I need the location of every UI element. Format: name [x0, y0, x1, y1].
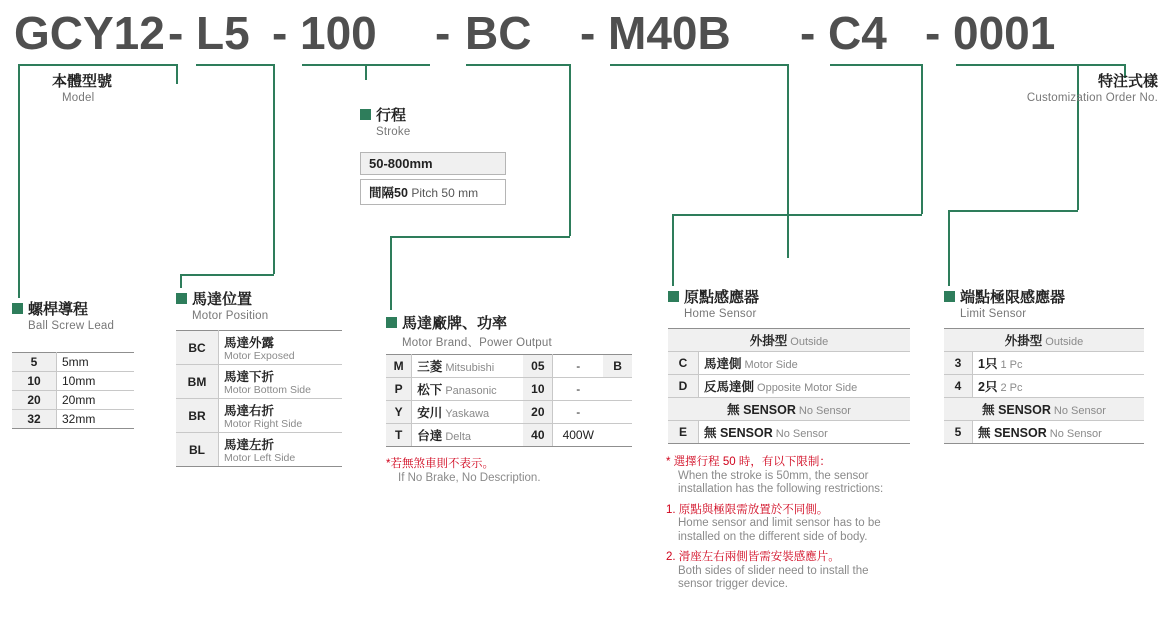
motor-position-cn: 馬達下折	[224, 370, 275, 384]
motor-position-code: BC	[176, 331, 219, 365]
home-sensor-code: D	[668, 375, 699, 398]
sensor-note-item1-en-2: installed on the different side of body.	[678, 530, 868, 543]
motor-position-en: Motor Left Side	[224, 452, 296, 464]
lead-code: 5	[12, 353, 57, 372]
pn-segment-model: GCY12	[14, 7, 165, 59]
motor-position-code: BR	[176, 399, 219, 433]
square-marker-icon	[12, 303, 23, 314]
lead-table	[12, 352, 134, 429]
callout-stroke	[360, 104, 410, 138]
lead-value: 10mm	[57, 372, 135, 391]
leader-ls-tip	[948, 210, 950, 286]
motor-brand-cn: 三菱	[417, 360, 443, 374]
limit-sensor-table	[944, 328, 1144, 444]
motor-position-en: Motor Exposed	[224, 350, 295, 362]
pn-segment-motor-brand: M40B	[608, 7, 731, 59]
home-sensor-cn: 無 SENSOR	[704, 426, 773, 440]
pn-segment-home-sensor: C4	[828, 7, 887, 59]
power-code: 10	[523, 378, 553, 401]
power-value: -	[553, 401, 603, 424]
motor-brand-note-cn: *若無煞車則不表示。	[386, 458, 494, 470]
home-sensor-en: Motor Side	[744, 359, 798, 371]
limit-sensor-header	[944, 329, 1144, 352]
spacer	[666, 497, 883, 504]
leader-hs-tip	[672, 214, 674, 286]
callout-limit-sensor	[944, 286, 1065, 320]
motor-brand-note-en: If No Brake, No Description.	[398, 471, 541, 484]
motor-position-cn: 馬達外露	[224, 336, 275, 350]
motor-brand-name	[412, 424, 524, 447]
table-row	[12, 372, 134, 391]
callout-motor-position-en: Motor Position	[192, 310, 269, 322]
table-row	[386, 355, 632, 378]
sensor-note-item1-en-1: Home sensor and limit sensor has to be	[678, 517, 881, 529]
leader-mp-over	[390, 236, 570, 238]
callout-motor-brand-cn: 馬達廠牌、功率	[402, 315, 508, 332]
lead-code: 10	[12, 372, 57, 391]
callout-custom-en: Customization Order No.	[1026, 92, 1158, 104]
callout-motor-position	[176, 288, 268, 322]
home-sensor-en: Opposite Motor Side	[757, 382, 858, 394]
callout-custom-cn: 特注式樣	[1097, 73, 1158, 90]
stroke-pitch-cn: 間隔50	[369, 186, 408, 200]
leader-mb-top	[610, 64, 788, 66]
home-sensor-nosensor-cn: 無 SENSOR	[727, 403, 796, 417]
motor-brand-cn: 台達	[417, 429, 443, 443]
limit-sensor-header-en: Outside	[1045, 336, 1084, 348]
table-row	[176, 365, 342, 399]
lead-value: 32mm	[57, 410, 135, 429]
home-sensor-cn: 反馬達側	[704, 380, 755, 394]
motor-position-value	[219, 365, 343, 399]
home-sensor-en: No Sensor	[775, 428, 828, 440]
home-sensor-value	[699, 421, 911, 444]
pn-dash-4: -	[580, 7, 596, 59]
brake-code	[603, 378, 632, 401]
leader-hs-down	[921, 64, 923, 214]
pn-segment-stroke: 100	[300, 7, 377, 59]
home-sensor-nosensor-en: No Sensor	[798, 405, 851, 417]
pn-dash-5: -	[800, 7, 816, 59]
motor-brand-table	[386, 354, 632, 447]
motor-brand-cn: 松下	[417, 383, 443, 397]
motor-position-en: Motor Bottom Side	[224, 384, 311, 396]
brake-code	[603, 424, 632, 447]
part-number-row	[0, 6, 1158, 66]
pn-dash-1: -	[168, 7, 184, 59]
callout-home-sensor-en: Home Sensor	[684, 308, 757, 320]
motor-brand-en: Mitsubishi	[445, 362, 495, 374]
limit-sensor-nosensor-cn: 無 SENSOR	[982, 403, 1051, 417]
limit-sensor-header-cn: 外掛型	[1004, 334, 1043, 348]
limit-sensor-nosensor-en: No Sensor	[1053, 405, 1106, 417]
leader-hs-top	[830, 64, 922, 66]
callout-lead-en: Ball Screw Lead	[28, 320, 115, 332]
motor-brand-code: T	[386, 424, 412, 447]
home-sensor-header	[668, 329, 910, 352]
limit-sensor-value	[973, 421, 1145, 444]
callout-motor-brand-en: Motor Brand、Power Output	[402, 337, 552, 349]
leader-model-down-left	[18, 64, 20, 146]
motor-brand-cn: 安川	[417, 406, 443, 420]
leader-model-top	[18, 64, 178, 66]
motor-position-table	[176, 330, 342, 467]
table-row	[668, 375, 910, 398]
leader-mp-tip	[390, 236, 392, 310]
brake-code: B	[603, 355, 632, 378]
limit-sensor-value	[973, 375, 1145, 398]
motor-brand-en: Yaskawa	[445, 408, 490, 420]
home-sensor-nosensor-header	[668, 398, 910, 421]
callout-lead-cn: 螺桿導程	[28, 301, 89, 318]
pn-segment-limit-sensor: 0001	[953, 7, 1056, 59]
callout-lead	[12, 298, 114, 332]
leader-lead-top	[196, 64, 274, 66]
power-value: -	[553, 378, 603, 401]
home-sensor-header-en: Outside	[790, 336, 829, 348]
home-sensor-value	[699, 352, 911, 375]
table-row	[944, 352, 1144, 375]
table-row	[176, 331, 342, 365]
lead-code: 20	[12, 391, 57, 410]
motor-brand-code: M	[386, 355, 412, 378]
table-row	[668, 421, 910, 444]
power-code: 40	[523, 424, 553, 447]
sensor-note-item1-cn: 1. 原點與極限需放置於不同側。	[666, 503, 829, 516]
motor-position-en: Motor Right Side	[224, 418, 303, 430]
table-row	[668, 329, 910, 352]
home-sensor-code: C	[668, 352, 699, 375]
motor-brand-name	[412, 401, 524, 424]
pn-segment-motor-position: BC	[465, 7, 532, 59]
stroke-pitch	[360, 179, 506, 205]
callout-stroke-cn: 行程	[376, 107, 407, 124]
callout-home-sensor	[668, 286, 759, 320]
square-marker-icon	[360, 109, 371, 120]
leader-ls-over	[948, 210, 1078, 212]
limit-sensor-cn: 2只	[978, 380, 998, 394]
limit-sensor-en: 1 Pc	[1000, 359, 1023, 371]
leader-model-down-right	[176, 64, 178, 84]
limit-sensor-nosensor-header	[944, 398, 1144, 421]
sensor-note-title-en-2: installation has the following restrictions:	[678, 483, 884, 495]
table-row	[944, 375, 1144, 398]
table-row	[386, 401, 632, 424]
table-row	[176, 433, 342, 467]
pn-dash-3: -	[435, 7, 451, 59]
sensor-note	[666, 456, 883, 592]
callout-home-sensor-cn: 原點感應器	[684, 289, 760, 306]
motor-position-code: BL	[176, 433, 219, 467]
square-marker-icon	[668, 291, 679, 302]
pn-dash-6: -	[925, 7, 941, 59]
motor-brand-en: Delta	[445, 431, 471, 443]
home-sensor-value	[699, 375, 911, 398]
sensor-note-title-en-1: When the stroke is 50mm, the sensor	[678, 469, 869, 482]
callout-motor-position-cn: 馬達位置	[192, 291, 253, 308]
table-row	[12, 391, 134, 410]
sensor-note-item2-en-2: sensor trigger device.	[678, 578, 788, 590]
motor-position-code: BM	[176, 365, 219, 399]
leader-model-long	[18, 146, 20, 298]
table-row	[386, 424, 632, 447]
callout-limit-sensor-cn: 端點極限感應器	[960, 289, 1066, 306]
pn-dash-2: -	[272, 7, 288, 59]
motor-brand-code: Y	[386, 401, 412, 424]
table-row	[944, 398, 1144, 421]
limit-sensor-code: 3	[944, 352, 973, 375]
leader-custom-top	[956, 64, 1126, 66]
table-row	[176, 399, 342, 433]
home-sensor-code: E	[668, 421, 699, 444]
lead-value: 20mm	[57, 391, 135, 410]
power-value: 400W	[553, 424, 603, 447]
lead-code: 32	[12, 410, 57, 429]
limit-sensor-cn: 1只	[978, 357, 998, 371]
motor-brand-code: P	[386, 378, 412, 401]
motor-position-value	[219, 331, 343, 365]
callout-custom	[1018, 70, 1158, 104]
table-row	[668, 398, 910, 421]
table-row	[668, 352, 910, 375]
callout-stroke-en: Stroke	[376, 126, 411, 138]
table-row	[944, 329, 1144, 352]
power-code: 05	[523, 355, 553, 378]
spacer	[666, 544, 883, 551]
callout-model-en: Model	[62, 92, 95, 104]
callout-model	[52, 70, 112, 104]
motor-position-cn: 馬達左折	[224, 438, 275, 452]
leader-lead-over	[180, 274, 274, 276]
table-row	[12, 410, 134, 429]
sensor-note-item2-en-1: Both sides of slider need to install the	[678, 564, 869, 577]
motor-brand-note	[386, 458, 541, 485]
power-code: 20	[523, 401, 553, 424]
leader-mb-down	[787, 64, 789, 258]
stroke-range: 50-800mm	[360, 152, 506, 175]
callout-motor-brand	[386, 312, 552, 350]
limit-sensor-cn: 無 SENSOR	[978, 426, 1047, 440]
limit-sensor-code: 4	[944, 375, 973, 398]
motor-brand-name	[412, 378, 524, 401]
callout-model-cn: 本體型號	[52, 73, 113, 90]
square-marker-icon	[386, 317, 397, 328]
limit-sensor-value	[973, 352, 1145, 375]
lead-value: 5mm	[57, 353, 135, 372]
leader-hs-over	[672, 214, 922, 216]
pn-segment-lead: L5	[196, 7, 250, 59]
table-row	[944, 421, 1144, 444]
stroke-pitch-en: Pitch 50 mm	[411, 186, 479, 200]
limit-sensor-en: 2 Pc	[1000, 382, 1023, 394]
leader-lead-down	[273, 64, 275, 274]
square-marker-icon	[944, 291, 955, 302]
callout-limit-sensor-en: Limit Sensor	[960, 308, 1027, 320]
motor-position-value	[219, 433, 343, 467]
home-sensor-header-cn: 外掛型	[749, 334, 788, 348]
sensor-note-item2-cn: 2. 滑座左右兩側皆需安裝感應片。	[666, 551, 840, 563]
leader-stroke-down	[365, 64, 367, 80]
leader-mp-top	[466, 64, 570, 66]
sensor-note-title-cn: * 選擇行程 50 時，有以下限制：	[666, 456, 831, 468]
limit-sensor-code: 5	[944, 421, 973, 444]
motor-position-cn: 馬達右折	[224, 404, 275, 418]
limit-sensor-en: No Sensor	[1049, 428, 1102, 440]
home-sensor-cn: 馬達側	[704, 357, 742, 371]
leader-mp-down	[569, 64, 571, 236]
home-sensor-table	[668, 328, 910, 444]
power-value: -	[553, 355, 603, 378]
square-marker-icon	[176, 293, 187, 304]
brake-code	[603, 401, 632, 424]
leader-lead-tip	[180, 274, 182, 288]
motor-position-value	[219, 399, 343, 433]
motor-brand-en: Panasonic	[445, 385, 497, 397]
motor-brand-name	[412, 355, 524, 378]
table-row	[386, 378, 632, 401]
table-row	[12, 353, 134, 372]
